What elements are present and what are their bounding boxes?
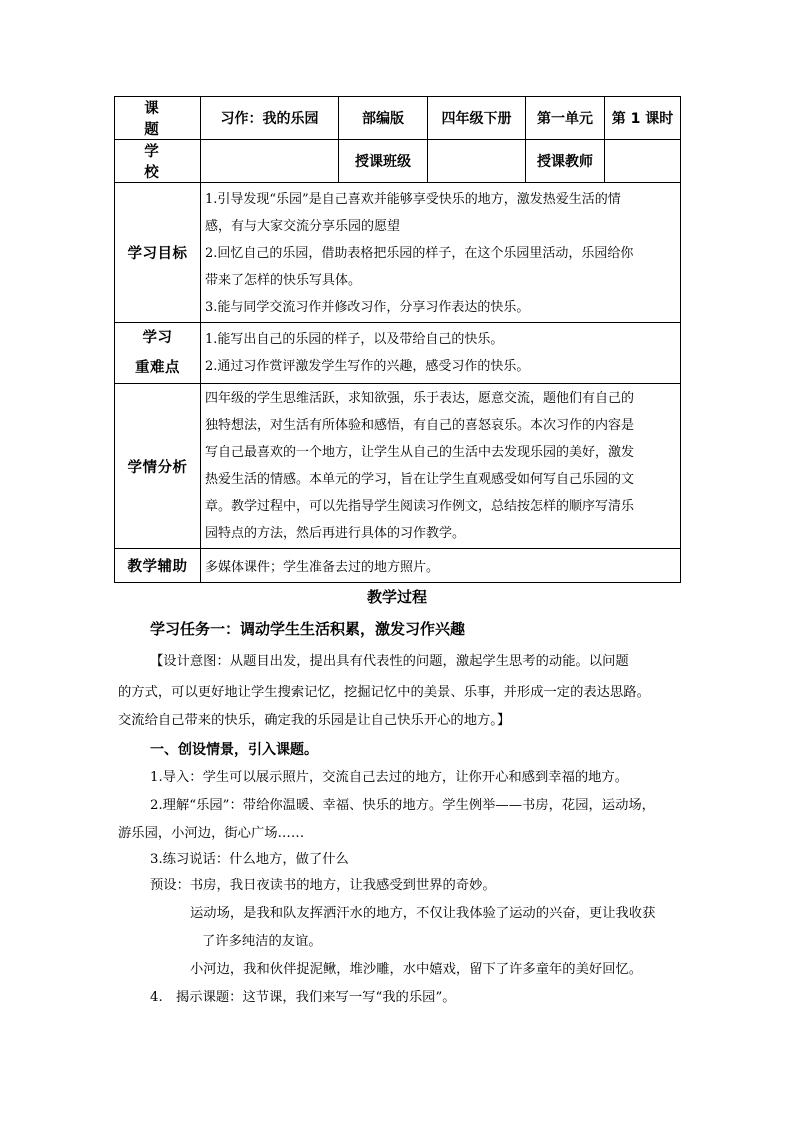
key-point-line: 2.通过习作赏评激发学生写作的兴趣，感受习作的快乐。 <box>205 359 530 374</box>
row-school <box>115 140 681 183</box>
label-key-points-line2: 重难点 <box>135 360 180 376</box>
label-goals: 学习目标 <box>115 183 201 323</box>
goal-line: 3.能与同学交流习作并修改习作，分享习作表达的快乐。 <box>205 300 530 315</box>
label-class: 授课班级 <box>339 140 428 183</box>
step-text: 揭示课题：这节课，我们来写一写“我的乐园”。 <box>176 990 456 1005</box>
analysis-line: 写自己最喜欢的一个地方，让学生从自己的生活中去发现乐园的美好，激发 <box>205 445 635 460</box>
goals-content <box>201 183 681 323</box>
grade: 四年级下册 <box>428 97 526 140</box>
row-key-points <box>115 323 681 384</box>
label-key-points-line1: 学习 <box>142 330 173 346</box>
teacher-value <box>605 140 681 183</box>
analysis-line: 四年级的学生思维活跃，求知欲强，乐于表达，愿意交流，题他们有自己的 <box>205 391 635 406</box>
step-text: 游乐园，小河边，街心广场…… <box>118 826 305 841</box>
goal-line: 2.回忆自己的乐园，借助表格把乐园的样子，在这个乐园里活动，乐园给你 <box>205 246 634 261</box>
school-value <box>201 140 339 183</box>
lesson-number: 第 1 课时 <box>605 97 681 140</box>
row-lesson-title <box>115 97 681 140</box>
analysis-line: 独特想法，对生活有所体验和感悟，有自己的喜怒哀乐。本次习作的内容是 <box>205 418 635 433</box>
key-points-content <box>201 323 681 384</box>
row-aids <box>115 549 681 583</box>
task-heading: 学习任务一：调动学生生活积累，激发习作兴趣 <box>150 620 466 638</box>
design-intent-line: 的方式，可以更好地让学生搜索记忆，挖掘记忆中的美景、乐事，并形成一定的表达思路。 <box>118 685 650 700</box>
analysis-line: 热爱生活的情感。本单元的学习，旨在让学生直观感受如何写自己乐园的文 <box>205 472 635 487</box>
label-key-points <box>115 323 201 384</box>
preset-text: 运动场，是我和队友挥洒汗水的地方，不仅让我体验了运动的兴奋，更让我收获 <box>190 906 656 921</box>
preset-text: 了许多纯洁的友谊。 <box>202 934 322 949</box>
step-text: 2.理解“乐园”：带给你温暖、幸福、快乐的地方。学生例举——书房，花园，运动场， <box>150 798 655 813</box>
analysis-line: 园特点的方法，然后再进行具体的习作教学。 <box>205 526 466 541</box>
key-point-line: 1.能写出自己的乐园的样子，以及带给自己的快乐。 <box>205 332 504 347</box>
class-value <box>428 140 526 183</box>
aids-content: 多媒体课件；学生准备去过的地方照片。 <box>201 549 681 583</box>
label-analysis: 学情分析 <box>115 384 201 549</box>
edition: 部编版 <box>339 97 428 140</box>
lesson-title: 习作：我的乐园 <box>201 97 339 140</box>
goal-line: 感，有与大家交流分享乐园的愿望 <box>205 219 401 234</box>
unit: 第一单元 <box>526 97 605 140</box>
label-aids: 教学辅助 <box>115 549 201 583</box>
preset-text: 小河边，我和伙伴捉泥鳅，堆沙雕，水中嬉戏，留下了许多童年的美好回忆。 <box>190 962 643 977</box>
step-number: 4. <box>150 990 163 1005</box>
row-analysis <box>115 384 681 549</box>
analysis-content <box>201 384 681 549</box>
label-lesson: 课 题 <box>115 97 201 140</box>
label-teacher: 授课教师 <box>526 140 605 183</box>
design-intent-line: 【设计意图：从题目出发，提出具有代表性的问题，激起学生思考的动能。以问题 <box>150 654 629 669</box>
section-heading: 一、创设情景，引入课题。 <box>150 742 318 758</box>
row-goals <box>115 183 681 323</box>
goal-line: 1.引导发现“乐园”是自己喜欢并能够享受快乐的地方，激发热爱生活的情 <box>205 192 621 207</box>
analysis-line: 章。教学过程中，可以先指导学生阅读习作例文，总结按怎样的顺序写清乐 <box>205 499 635 514</box>
section-title: 教学过程 <box>366 588 427 606</box>
design-intent-line: 交流给自己带来的快乐，确定我的乐园是让自己快乐开心的地方。】 <box>118 713 511 728</box>
step-text: 1.导入：学生可以展示照片，交流自己去过的地方，让你开心和感到幸福的地方。 <box>150 770 629 785</box>
lesson-info-table <box>114 96 681 583</box>
label-school: 学 校 <box>115 140 201 183</box>
preset-text: 预设：书房，我日夜读书的地方，让我感受到世界的奇妙。 <box>150 878 496 893</box>
step-text: 3.练习说话：什么地方，做了什么 <box>150 852 349 867</box>
goal-line: 带来了怎样的快乐写具体。 <box>205 273 362 288</box>
